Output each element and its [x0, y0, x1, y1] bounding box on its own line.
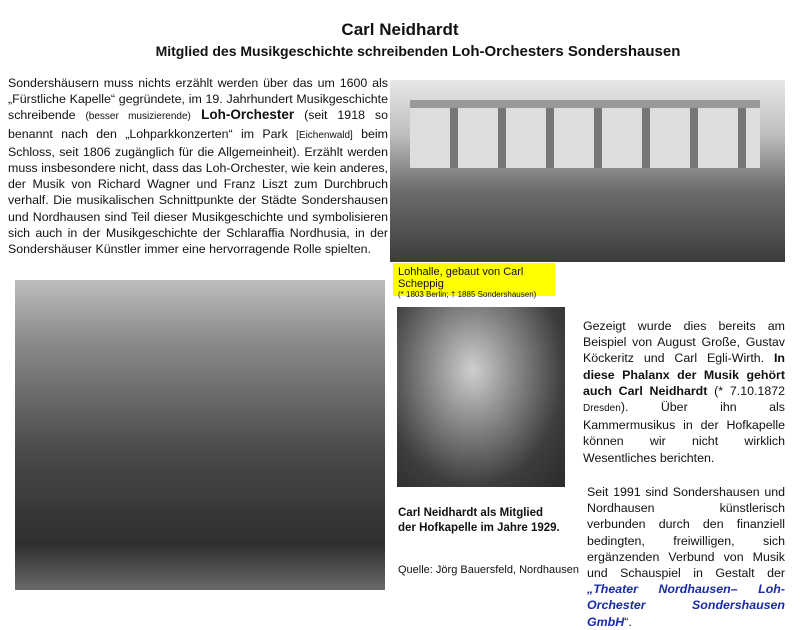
right-paragraph-2: [587, 484, 785, 630]
subtitle-bold: Loh-Orchesters Sondershausen: [452, 43, 681, 60]
intro-small-1: (besser musizierende): [85, 111, 191, 123]
intro-paragraph: [8, 75, 388, 257]
intro-small-2: [Eichenwald]: [296, 129, 353, 141]
hall-caption-line2: (* 1803 Berlin; † 1885 Sondershausen): [398, 290, 537, 299]
right2-text: Seit 1991 sind Sondershausen und Nordhausen künstlerisch verbunden durch den finanziell bedingten, freiwilligen, sich ergänzenden Verbund von Musik und Schauspiel in Gestalt der: [587, 485, 785, 581]
portrait-photo: [397, 307, 565, 487]
page-title: Carl Neidhardt: [341, 20, 459, 39]
right1-text-c: ). Über ihn als Kammermusikus in der Hofkapelle können wir nicht wirklich Wesentliches berichten.: [583, 400, 785, 465]
right1-bold: In diese Phalanx der Musik gehört auch Carl Neidhardt: [583, 351, 785, 398]
hall-caption: [393, 263, 555, 299]
portrait-caption: [398, 506, 560, 536]
right2-end: “.: [624, 614, 632, 629]
portrait-caption-line2: der Hofkapelle im Jahre 1929.: [398, 522, 560, 534]
source-credit: Quelle: Jörg Bauersfeld, Nordhausen: [398, 564, 579, 576]
right1-text: Gezeigt wurde dies bereits am Beispiel von August Große, Gustav Köckeritz und Carl Egli-Wirth.: [583, 319, 785, 366]
intro-text-1: Sondershäusern muss nichts erzählt werden über das um 1600 als „Fürstliche Kapelle“ gegründete, im 19. Jahrhundert Musikgeschichte schreibende: [8, 76, 388, 123]
hall-caption-line1: Lohhalle, gebaut von Carl Scheppig: [398, 266, 524, 290]
hall-arches: [410, 100, 760, 168]
intro-text-2: (seit 1918 so benannt nach den „Lohparkkonzerten“ im Park: [8, 108, 388, 141]
right-paragraph-1: [583, 318, 785, 466]
intro-text-3: beim Schloss, seit 1806 zugänglich für die Allgemeinheit). Erzählt werden muss insbesondere nicht, dass das Loh-Orchester, wie kein anderes, der Musik von Richard Wagner und Franz Liszt zum Durchbruch verhalf. Die musikalischen Schnittpunkte der Städte Sondershausen und Nordhausen sind Teil dieser Musikgeschichte und symbolisieren sich auch in der Musikgeschichte der Schlaraffia Nordhusia, in der Sondershäuser Künstler immer eine hervorragende Rolle spielten.: [8, 126, 388, 257]
intro-bold: Loh-Orchester: [190, 107, 295, 123]
right1-text-b: (* 7.10.1872: [707, 383, 785, 398]
page-subtitle: [118, 43, 718, 60]
subtitle-text: Mitglied des Musikgeschichte schreibenden: [155, 43, 452, 59]
right1-small: Dresden: [583, 403, 621, 415]
lohhalle-photo: [390, 80, 785, 262]
portrait-caption-line1: Carl Neidhardt als Mitglied: [398, 507, 544, 519]
theater-name: „Theater Nordhausen– Loh-Orchester Sondershausen GmbH: [587, 582, 785, 629]
group-photo: [15, 280, 385, 590]
